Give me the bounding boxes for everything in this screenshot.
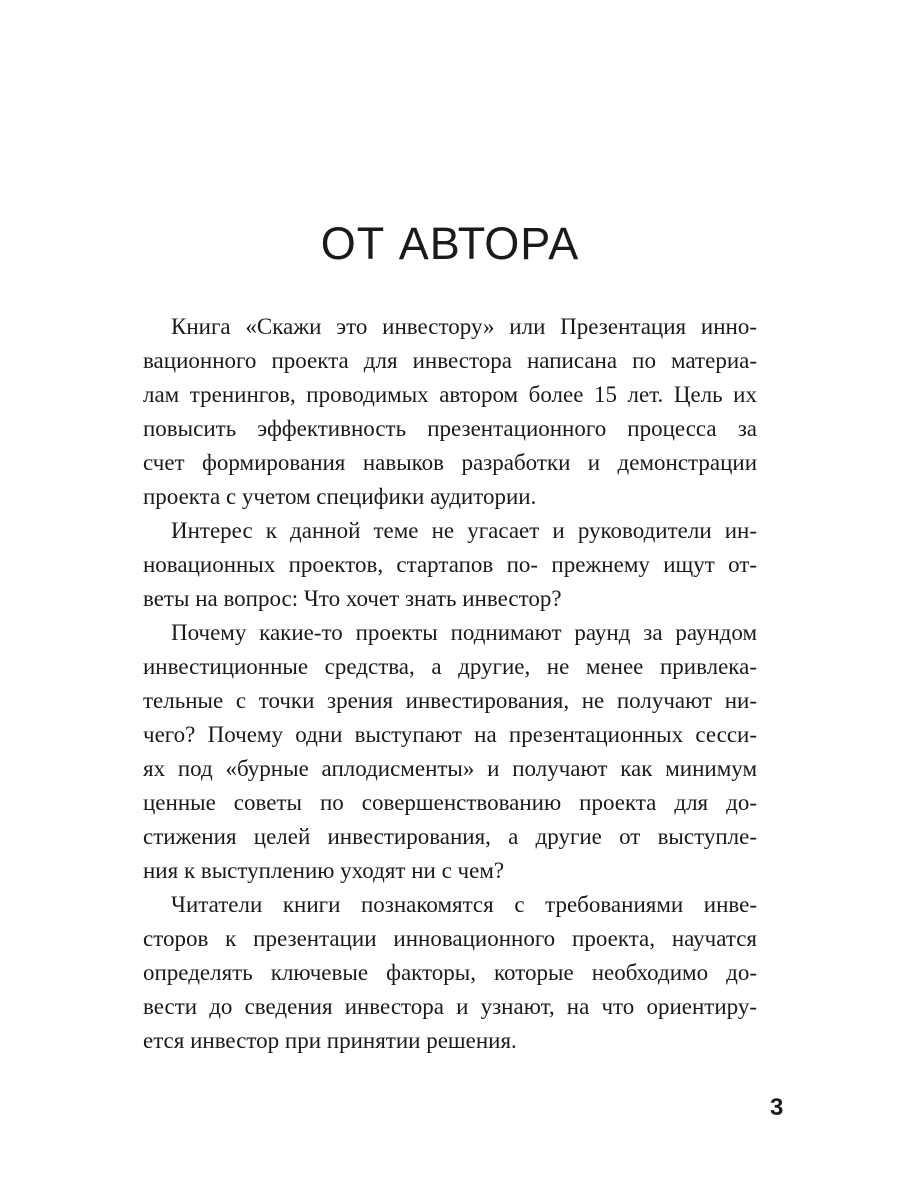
paragraph [143, 310, 757, 514]
text-line: Почему какие-то проекты поднимают раунд за раундом [171, 620, 757, 645]
text-line: проекта с учетом специфики аудитории. [143, 484, 537, 509]
text-line: Читатели книги познакомятся с требованиями инве- [171, 892, 757, 917]
text-line: счет формирования навыков разработки и демонстрации [143, 450, 757, 475]
text-line: ется инвестор при принятии решения. [143, 1028, 517, 1053]
text-line: Книга «Скажи это инвестору» или Презентация инно- [171, 314, 757, 339]
page-number: 3 [770, 1094, 784, 1121]
text-line: ценные советы по совершенствованию проекта для до- [143, 790, 757, 815]
text-line: ях под «бурные аплодисменты» и получают как минимум [143, 756, 757, 781]
text-line: чего? Почему одни выступают на презентационных сесси- [143, 722, 757, 747]
text-line: вести до сведения инвестора и узнают, на что ориентиру- [143, 994, 757, 1019]
text-line: веты на вопрос: Что хочет знать инвестор? [143, 586, 562, 611]
paragraph [143, 514, 757, 616]
text-line: Интерес к данной теме не угасает и руководители ин- [171, 518, 757, 543]
text-line: определять ключевые факторы, которые необходимо до- [143, 960, 757, 985]
text-line: вационного проекта для инвестора написана по материа- [143, 348, 757, 373]
paragraph [143, 888, 757, 1058]
text-line: повысить эффективность презентационного процесса за [143, 416, 757, 441]
text-line: тельные с точки зрения инвестирования, не получают ни- [143, 688, 757, 713]
chapter-title: ОТ АВТОРА [320, 218, 580, 269]
paragraph [143, 616, 757, 888]
text-line: новационных проектов, стартапов по- прежнему ищут от- [143, 552, 757, 577]
text-line: сторов к презентации инновационного проекта, научатся [143, 926, 757, 951]
text-line: инвестиционные средства, а другие, не менее привлека- [143, 654, 757, 679]
text-line: лам тренингов, проводимых автором более 15 лет. Цель их [143, 382, 757, 407]
text-line: стижения целей инвестирования, а другие от выступле- [143, 824, 757, 849]
text-line: ния к выступлению уходят ни с чем? [143, 858, 505, 883]
body-text [143, 310, 757, 1058]
